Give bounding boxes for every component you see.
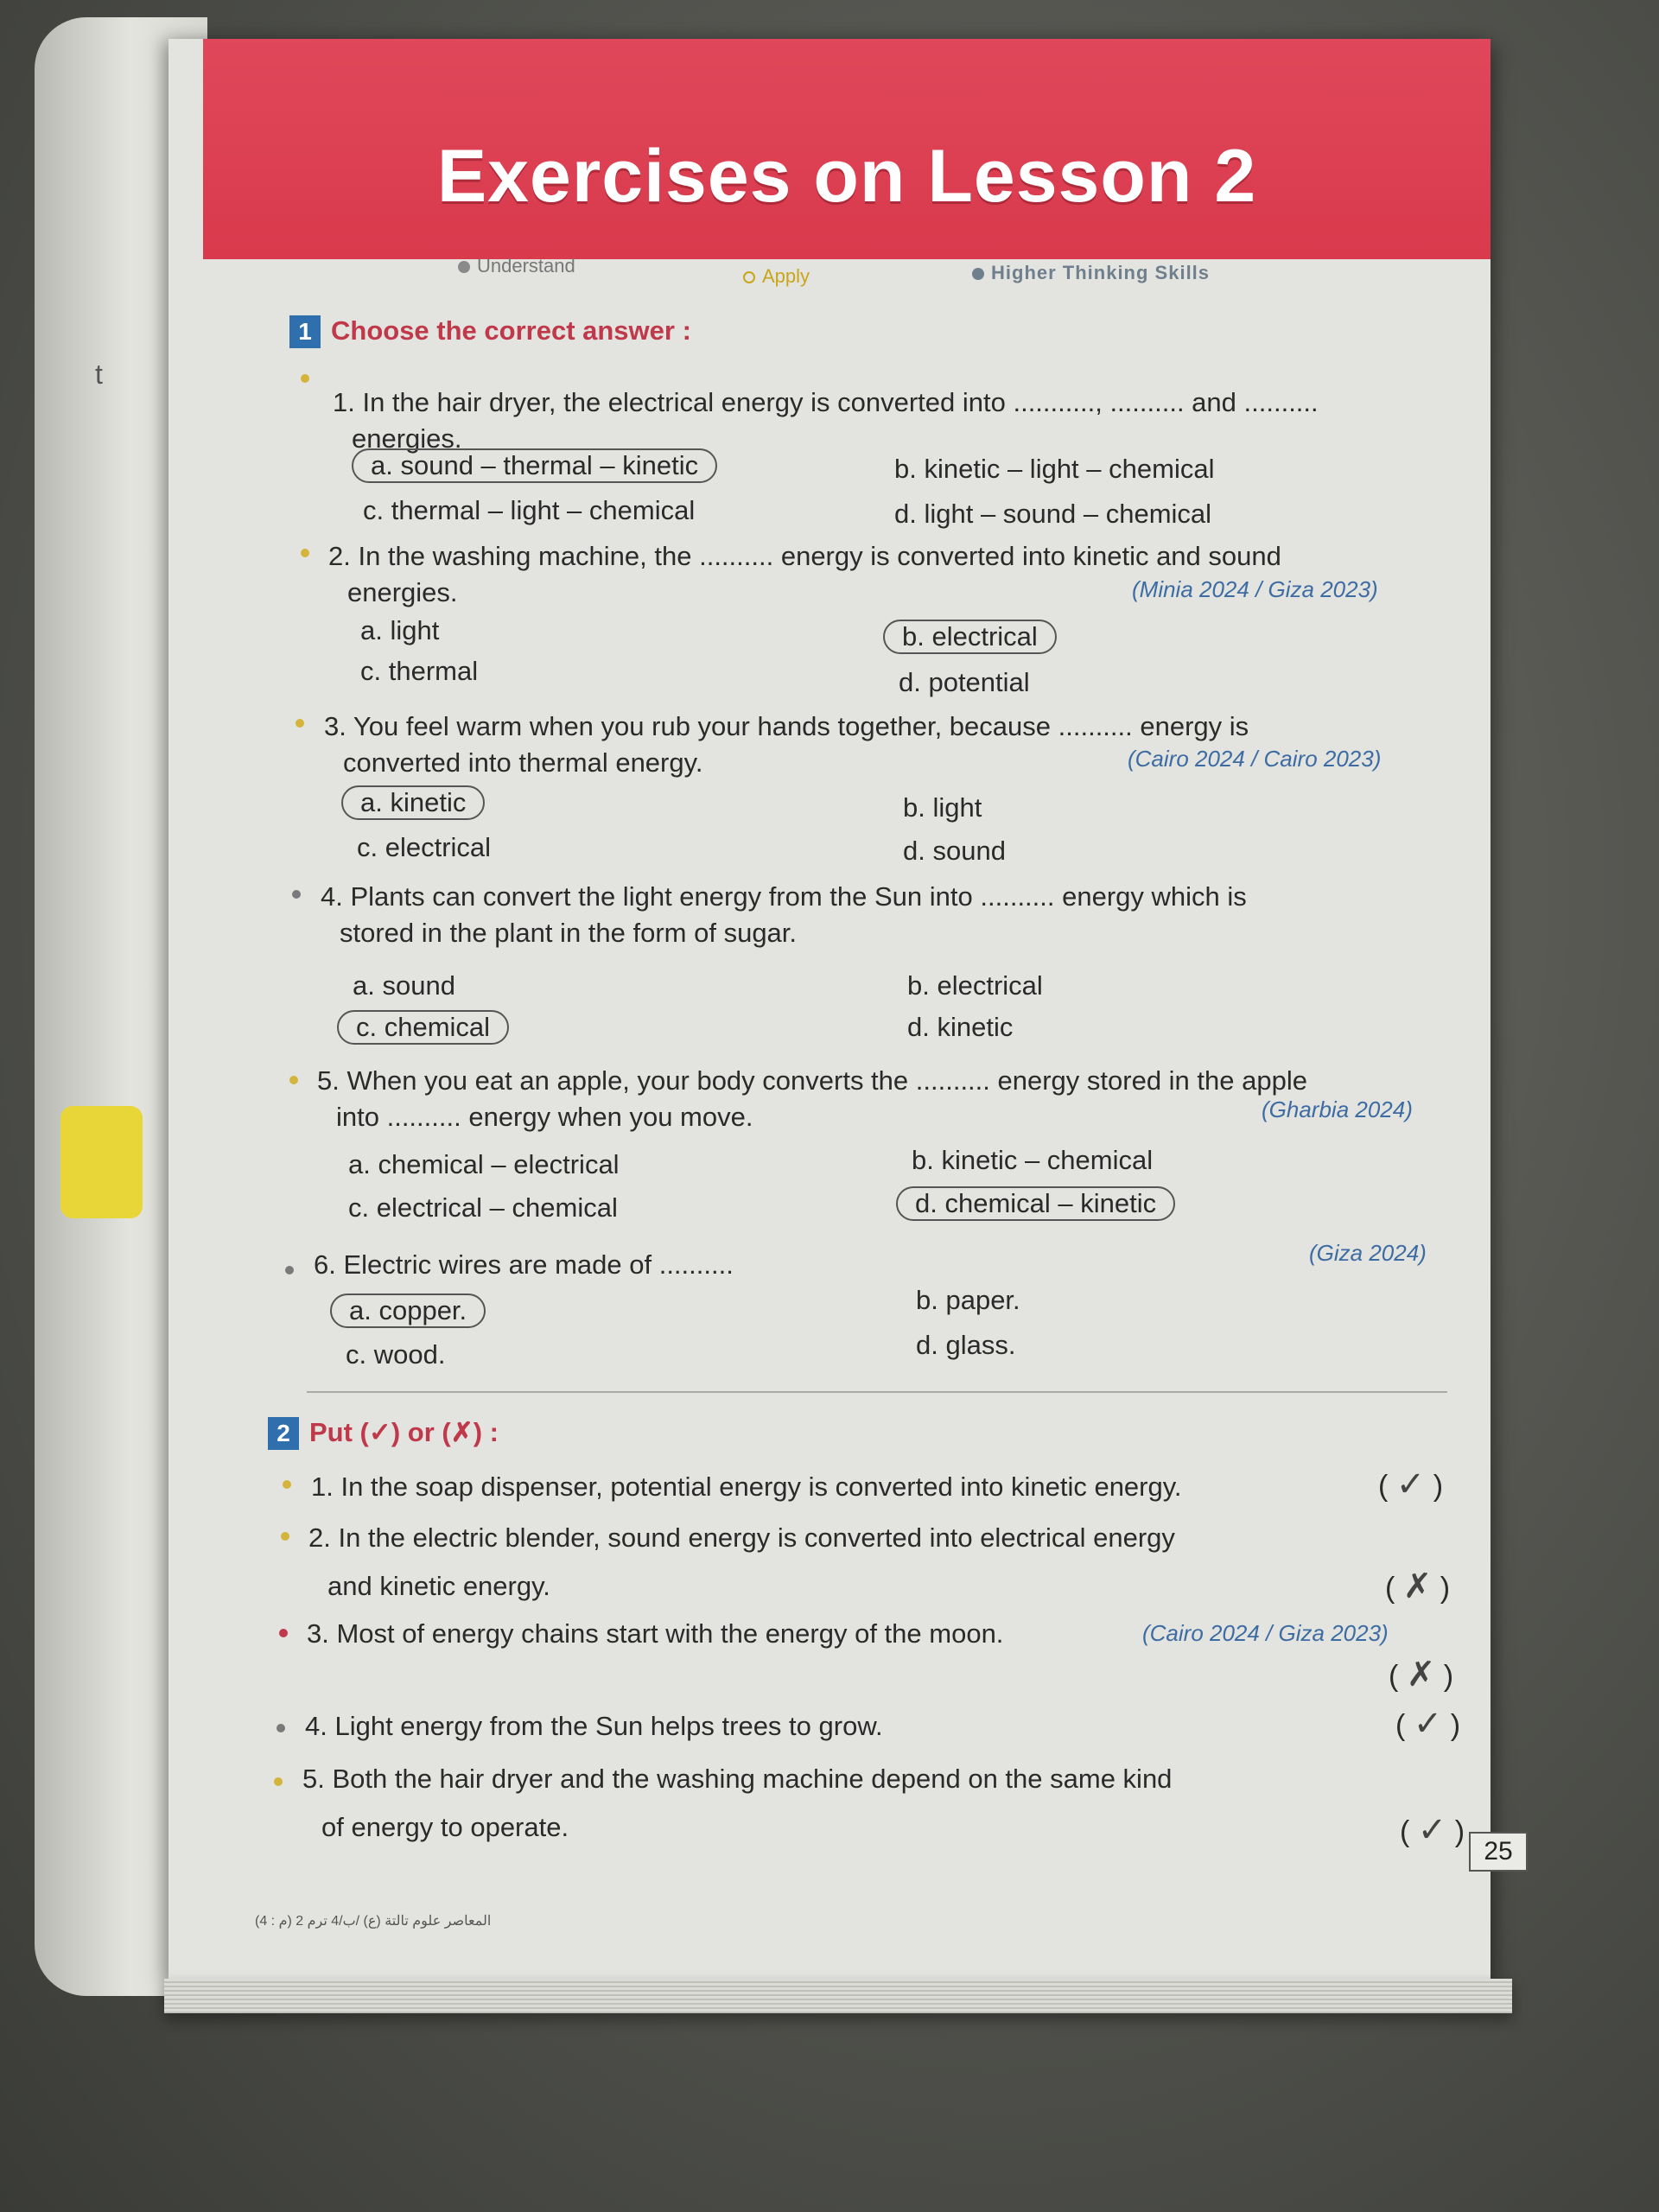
question-6: 6. Electric wires are made of .......... (314, 1249, 734, 1280)
legend-understand: Understand (458, 255, 575, 277)
checkmark-icon: ✓ (1395, 1465, 1426, 1504)
question-bullet (301, 374, 309, 383)
q5-option-b[interactable]: b. kinetic – chemical (912, 1145, 1154, 1175)
facing-page-text-fragment: t (95, 359, 103, 390)
statement-bullet (276, 1724, 285, 1732)
statement-1: 1. In the soap dispenser, potential energy is converted into kinetic energy. (311, 1471, 1182, 1502)
checkmark-icon: ✓ (1417, 1810, 1447, 1850)
question-bullet (296, 719, 304, 728)
statement-3: 3. Most of energy chains start with the energy of the moon. (307, 1618, 1004, 1649)
statement-bullet (281, 1532, 289, 1541)
statement-2-answer[interactable]: ( ✗ ) (1385, 1567, 1451, 1606)
blue-gray-dot-icon (972, 268, 984, 280)
statement-2: 2. In the electric blender, sound energy is converted into electrical energy and kinetic energy. (308, 1522, 1175, 1601)
q1-option-a-selected[interactable]: a. sound – thermal – kinetic (352, 448, 717, 483)
question-bullet (289, 1076, 298, 1084)
q1-option-d[interactable]: d. light – sound – chemical (894, 499, 1212, 529)
title-banner (203, 39, 1491, 259)
q4-option-d[interactable]: d. kinetic (907, 1012, 1014, 1042)
q3-option-b[interactable]: b. light (903, 792, 982, 823)
q2-option-b-selected[interactable]: b. electrical (883, 620, 1057, 654)
section-divider (307, 1391, 1447, 1393)
cross-mark-icon: ✗ (1406, 1655, 1436, 1694)
q6-option-d[interactable]: d. glass. (916, 1330, 1016, 1360)
legend-apply: Apply (743, 265, 810, 288)
q5-option-c[interactable]: c. electrical – chemical (348, 1192, 618, 1223)
q2-option-d[interactable]: d. potential (899, 667, 1030, 697)
yellow-ring-icon (743, 271, 755, 283)
section-number-badge: 1 (289, 315, 321, 348)
checkmark-icon: ✓ (1413, 1704, 1443, 1744)
page-stack-edge (164, 1979, 1512, 2013)
q6-option-b[interactable]: b. paper. (916, 1285, 1020, 1315)
question-5: 5. When you eat an apple, your body converts the .......... energy stored in the apple into .......... energy when you move. (317, 1065, 1307, 1132)
q4-option-c-selected[interactable]: c. chemical (337, 1010, 509, 1045)
question-bullet (292, 890, 301, 899)
question-1: 1. In the hair dryer, the electrical energy is converted into ..........., .......... and .......... energies. (333, 387, 1319, 454)
section-2-heading: 2 Put (✓) or (✗) : (268, 1417, 499, 1450)
section-1-heading: 1 Choose the correct answer : (289, 315, 691, 348)
q2-option-c[interactable]: c. thermal (360, 656, 479, 686)
question-5-source: (Gharbia 2024) (1262, 1096, 1413, 1122)
q2-option-a[interactable]: a. light (360, 615, 440, 645)
question-4: 4. Plants can convert the light energy from the Sun into .......... energy which is stored in the plant in the form of sugar. (321, 881, 1247, 948)
q3-option-a-selected[interactable]: a. kinetic (341, 785, 485, 820)
page-footer: المعاصر علوم تالتة (ع) /ب/4 ترم 2 (م : 4) (255, 1914, 492, 1929)
statement-4-answer[interactable]: ( ✓ ) (1395, 1704, 1461, 1744)
page-number: 25 (1469, 1832, 1528, 1872)
cross-mark-icon: ✗ (1402, 1567, 1433, 1606)
workbook-page (168, 39, 1513, 1983)
statement-3-source: (Cairo 2024 / Giza 2023) (1142, 1620, 1389, 1646)
statement-1-answer[interactable]: ( ✓ ) (1378, 1465, 1444, 1504)
question-6-source: (Giza 2024) (1309, 1240, 1427, 1266)
statement-3-answer[interactable]: ( ✗ ) (1389, 1655, 1454, 1694)
q3-option-d[interactable]: d. sound (903, 836, 1006, 866)
q4-option-b[interactable]: b. electrical (907, 970, 1043, 1001)
legend-higher-thinking: Higher Thinking Skills (972, 262, 1210, 284)
q6-option-a-selected[interactable]: a. copper. (330, 1294, 486, 1328)
yellow-page-tab (60, 1106, 143, 1218)
q3-option-c[interactable]: c. electrical (357, 832, 492, 862)
question-2: 2. In the washing machine, the .......... energy is converted into kinetic and sound energies. (328, 541, 1281, 607)
q5-option-a[interactable]: a. chemical – electrical (348, 1149, 620, 1179)
q1-option-c[interactable]: c. thermal – light – chemical (363, 495, 696, 525)
statement-5: 5. Both the hair dryer and the washing machine depend on the same kind of energy to operate. (302, 1764, 1173, 1842)
statement-4: 4. Light energy from the Sun helps trees to grow. (305, 1711, 883, 1741)
page-title: Exercises on Lesson 2 (436, 135, 1257, 218)
q5-option-d-selected[interactable]: d. chemical – kinetic (896, 1186, 1175, 1221)
statement-bullet (283, 1480, 291, 1489)
statement-5-answer[interactable]: ( ✓ ) (1400, 1810, 1465, 1850)
gray-dot-icon (458, 261, 470, 273)
statement-bullet (279, 1629, 288, 1637)
question-bullet (301, 549, 309, 557)
q1-option-b[interactable]: b. kinetic – light – chemical (894, 454, 1215, 484)
question-3: 3. You feel warm when you rub your hands together, because .......... energy is converted into thermal energy. (324, 711, 1249, 778)
q4-option-a[interactable]: a. sound (353, 970, 455, 1001)
section-number-badge: 2 (268, 1417, 299, 1450)
question-3-source: (Cairo 2024 / Cairo 2023) (1128, 746, 1382, 772)
q6-option-c[interactable]: c. wood. (346, 1339, 446, 1370)
question-2-source: (Minia 2024 / Giza 2023) (1132, 576, 1378, 602)
statement-bullet (274, 1777, 283, 1786)
question-bullet (285, 1266, 294, 1274)
